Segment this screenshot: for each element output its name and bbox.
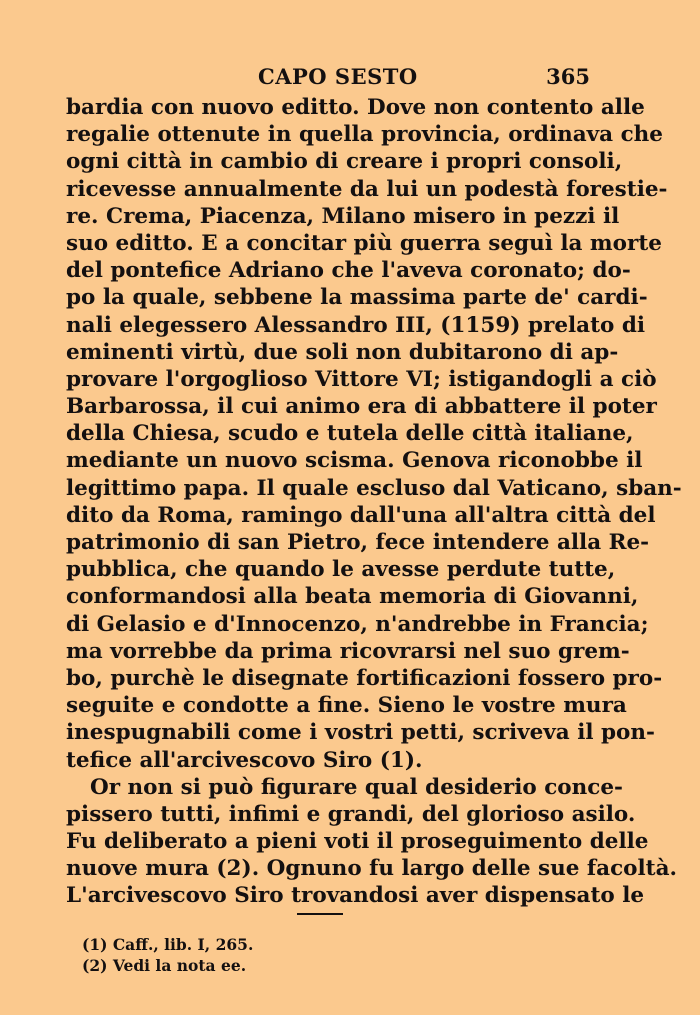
text-line: di Gelasio e d'Innocenzo, n'andrebbe in Francia; xyxy=(66,611,649,637)
footnote: (2) Vedi la nota ee. xyxy=(82,956,247,975)
text-line: conformandosi alla beata memoria di Giovanni, xyxy=(66,584,639,610)
body-text xyxy=(66,94,682,910)
text-line: della Chiesa, scudo e tutela delle città italiane, xyxy=(66,421,634,447)
text-line: ogni città in cambio di creare i propri consoli, xyxy=(66,149,623,175)
footnote: (1) Caff., lib. I, 265. xyxy=(82,935,254,954)
text-line: regalie ottenute in quella provincia, ordinava che xyxy=(66,122,663,148)
text-line: Fu deliberato a pieni voti il proseguimento delle xyxy=(66,829,649,855)
text-line: del pontefice Adriano che l'aveva coronato; do- xyxy=(66,258,631,284)
text-line: tefice all'arcivescovo Siro (1). xyxy=(66,747,423,773)
text-line: nuove mura (2). Ognuno fu largo delle sue facoltà. xyxy=(66,856,678,882)
text-line: Barbarossa, il cui animo era di abbattere il poter xyxy=(66,394,657,420)
text-line: Or non si può figurare qual desiderio conce- xyxy=(90,774,623,800)
text-line: bo, purchè le disegnate fortificazioni fossero pro- xyxy=(66,665,663,691)
text-line: patrimonio di san Pietro, fece intendere alla Re- xyxy=(66,530,650,555)
page-number: 365 xyxy=(546,64,590,89)
footnote-divider xyxy=(297,913,343,915)
text-line: re. Crema, Piacenza, Milano misero in pezzi il xyxy=(66,203,620,229)
text-line: dito da Roma, ramingo dall'una all'altra città del xyxy=(66,502,656,528)
footnotes xyxy=(82,934,482,976)
chapter-title: CAPO SESTO xyxy=(258,64,418,89)
text-line: pubblica, che quando le avesse perdute tutte, xyxy=(66,557,616,583)
text-line: legittimo papa. Il quale escluso dal Vaticano, sban- xyxy=(66,475,682,501)
text-line: po la quale, sebbene la massima parte de' cardi- xyxy=(66,285,648,311)
text-line: provare l'orgoglioso Vittore VI; istigandogli a ciò xyxy=(66,366,657,392)
text-line: seguite e condotte a fine. Sieno le vostre mura xyxy=(66,693,627,719)
running-header xyxy=(60,64,590,94)
text-line: inespugnabili come i vostri petti, scriveva il pon- xyxy=(66,720,655,746)
text-line: pissero tutti, infimi e grandi, del glorioso asilo. xyxy=(66,801,636,827)
text-line: nali elegessero Alessandro III, (1159) prelato di xyxy=(66,312,646,338)
text-line: L'arcivescovo Siro trovandosi aver dispensato le xyxy=(66,883,645,909)
text-line: ma vorrebbe da prima ricovrarsi nel suo grem- xyxy=(66,638,630,664)
text-line: ricevesse annualmente da lui un podestà forestie- xyxy=(66,176,668,202)
text-line: eminenti virtù, due soli non dubitarono di ap- xyxy=(66,339,619,365)
text-line: bardia con nuovo editto. Dove non contento alle xyxy=(66,95,645,120)
text-line: suo editto. E a concitar più guerra seguì la morte xyxy=(66,230,662,256)
text-line: mediante un nuovo scisma. Genova riconobbe il xyxy=(66,448,643,474)
